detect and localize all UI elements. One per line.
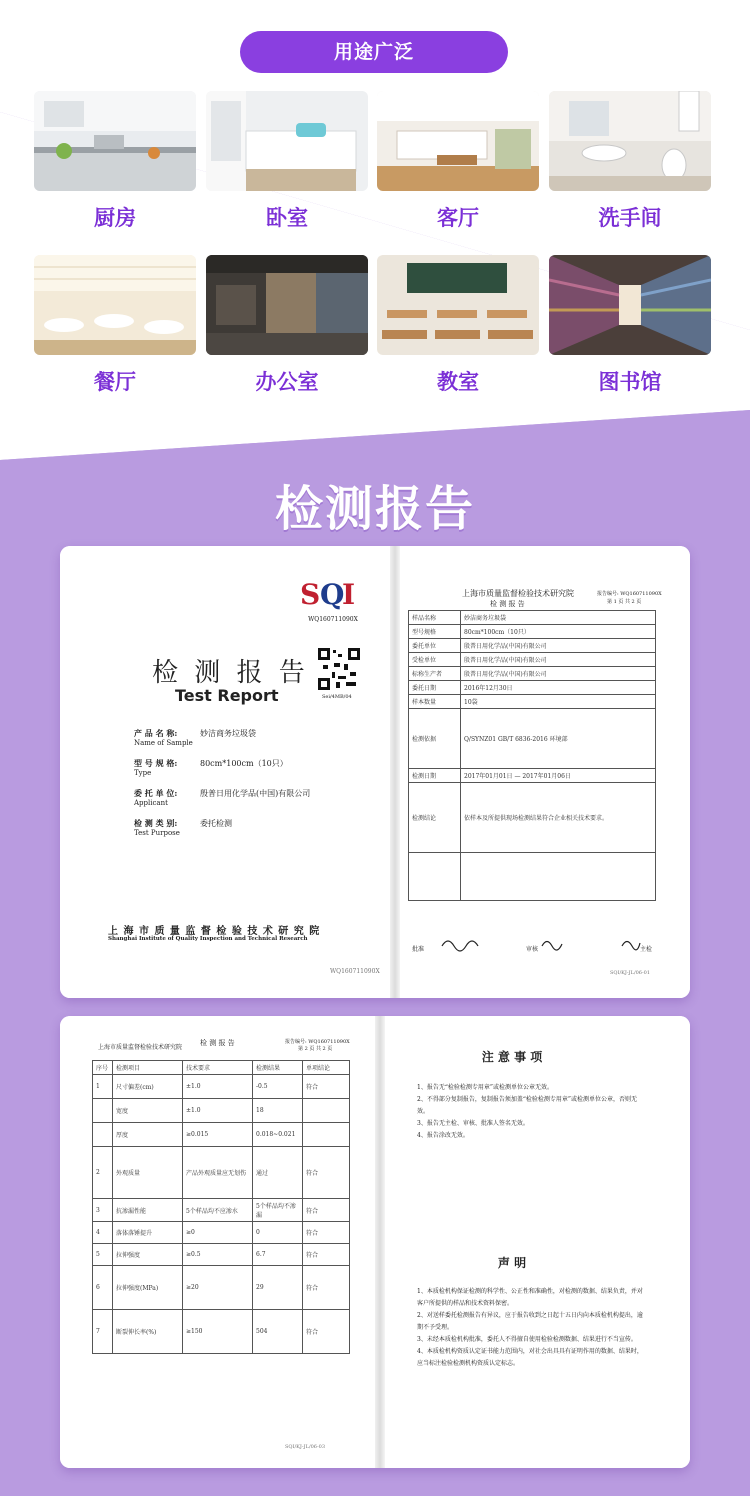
- table-cell: 5: [93, 1244, 113, 1266]
- room-label: 卧室: [266, 206, 308, 230]
- report-cover-page: [60, 546, 390, 998]
- table-cell: 符合: [303, 1199, 350, 1222]
- table-row: [409, 667, 656, 681]
- report-number: 报告编号: WQ160711090X: [597, 591, 662, 597]
- table-row: [409, 695, 656, 709]
- room-restaurant: [34, 255, 196, 396]
- table-cell: [93, 1123, 113, 1147]
- cover-institute-en: Shanghai Institute of Quality Inspection and Technical Research: [108, 936, 308, 942]
- table-cell: 5个样品均不应渗水: [183, 1199, 253, 1222]
- table-cell: 符合: [303, 1310, 350, 1354]
- table-cell: ±1.0: [183, 1075, 253, 1099]
- table-cell: 符合: [303, 1244, 350, 1266]
- table-key: 型号规格: [409, 625, 461, 639]
- report-info-table: [408, 610, 656, 901]
- kitchen-photo: [34, 91, 196, 191]
- room-living-room: [377, 91, 539, 232]
- table-cell: 符合: [303, 1266, 350, 1310]
- cover-field-label-en: Test Purpose: [134, 829, 180, 837]
- room-library: [549, 255, 711, 396]
- statement-item: 2、对送样委托检测报告有异议，应于报告收到之日起十五日内向本质检机构提出，逾期不予受理。: [417, 1312, 643, 1331]
- table-value: 殷普日用化学品(中国)有限公司: [461, 639, 656, 653]
- table-cell: 5个样品均不渗漏: [253, 1199, 303, 1222]
- cover-footer-code: WQ160711090X: [330, 968, 380, 975]
- svg-text:S: S: [300, 578, 321, 611]
- table-row: [93, 1199, 350, 1222]
- table-row: [409, 853, 656, 901]
- table-value: Q/SYNZ01 GB/T 6836-2016 环境部: [461, 709, 656, 769]
- restaurant-photo: [34, 255, 196, 355]
- table-key: 样品名称: [409, 611, 461, 625]
- cover-fields: [134, 728, 374, 848]
- table-row: [409, 709, 656, 769]
- table-cell: 产品外观质量应无划伤: [183, 1147, 253, 1199]
- table-value: 依样本及所提供现场检测结果符合企业相关技术要求。: [461, 783, 656, 853]
- notice-item: 3、报告无主检、审核、批准人签名无效。: [417, 1120, 529, 1127]
- table-cell: 2: [93, 1147, 113, 1199]
- cover-field-value: 殷普日用化学品(中国)有限公司: [200, 789, 311, 798]
- table-row: [93, 1147, 350, 1199]
- table-header-row: [93, 1061, 350, 1075]
- table-row: [409, 681, 656, 695]
- cover-field: [134, 788, 374, 818]
- table-cell: 3: [93, 1199, 113, 1222]
- table-key: 委托日期: [409, 681, 461, 695]
- table-cell: [303, 1099, 350, 1123]
- table-header-cell: 序号: [93, 1061, 113, 1075]
- office-photo: [206, 255, 368, 355]
- statement-title: 声 明: [497, 1256, 527, 1270]
- results-institute: 上海市质量监督检验技术研究院: [98, 1044, 183, 1051]
- cover-field-value: 80cm*100cm（10只）: [200, 759, 288, 768]
- table-row: [93, 1310, 350, 1354]
- cover-title-en: Test Report: [175, 686, 279, 705]
- cover-title-cn: 检 测 报 告: [152, 658, 309, 688]
- room-bathroom: [549, 91, 711, 232]
- table-value: 殷普日用化学品(中国)有限公司: [461, 653, 656, 667]
- table-key: 标称生产者: [409, 667, 461, 681]
- results-table: [92, 1060, 350, 1354]
- table-row: [409, 783, 656, 853]
- signer-label: 主检: [639, 946, 652, 953]
- cover-field-label-cn: 检 测 类 别:: [134, 818, 178, 828]
- table-header-cell: 单项结论: [303, 1061, 350, 1075]
- table-cell: 拉伸强度: [113, 1244, 183, 1266]
- cover-logo-code: WQ160711090X: [308, 616, 358, 623]
- table-cell: 1: [93, 1075, 113, 1099]
- table-key: 受检单位: [409, 653, 461, 667]
- cover-field-label-cn: 产 品 名 称:: [134, 728, 178, 738]
- table-cell: 0: [253, 1222, 303, 1244]
- page-fold: [375, 1016, 385, 1468]
- table-cell: 0.018~0.021: [253, 1123, 303, 1147]
- table-cell: 29: [253, 1266, 303, 1310]
- table-key: 委托单位: [409, 639, 461, 653]
- table-cell: -0.5: [253, 1075, 303, 1099]
- room-bedroom: [206, 91, 368, 232]
- svg-text:I: I: [342, 578, 356, 611]
- table-cell: 符合: [303, 1222, 350, 1244]
- table-row: [409, 769, 656, 783]
- table-cell: ≥20: [183, 1266, 253, 1310]
- classroom-photo: [377, 255, 539, 355]
- results-footer-code: SQI/KJ-JL/06-03: [285, 1444, 326, 1450]
- notice-title: 注 意 事 项: [481, 1050, 543, 1064]
- statement-item: 4、本质检机构资质认定证书能力范围内，对社会出具具有证明作用的数据、结果时，应当标注检验检测机构资质认定标志。: [417, 1348, 643, 1367]
- table-cell: 断裂伸长率(%): [113, 1310, 183, 1354]
- table-row: [93, 1266, 350, 1310]
- table-key: 检测日期: [409, 769, 461, 783]
- table-row: [93, 1075, 350, 1099]
- report-card-1: [60, 546, 690, 998]
- qr-code-icon: [318, 648, 360, 690]
- table-cell: ≥150: [183, 1310, 253, 1354]
- table-cell: 通过: [253, 1147, 303, 1199]
- table-key: 检测依据: [409, 709, 461, 769]
- bedroom-photo: [206, 91, 368, 191]
- table-value: 80cm*100cm（10只）: [461, 625, 656, 639]
- table-cell: 符合: [303, 1075, 350, 1099]
- table-row: [93, 1222, 350, 1244]
- cover-field-label-en: Name of Sample: [134, 739, 193, 747]
- results-report-number: 报告编号: WQ160711090X: [285, 1039, 350, 1045]
- cover-field-label-cn: 型 号 规 格:: [134, 758, 178, 768]
- report-first-page: [402, 546, 690, 998]
- results-page-number: 第 2 页 共 2 页: [298, 1046, 333, 1052]
- cover-field-value: 妙洁商务垃圾袋: [200, 729, 256, 738]
- report-page-number: 第 1 页 共 2 页: [607, 599, 642, 605]
- table-row: [93, 1099, 350, 1123]
- room-label: 图书馆: [598, 370, 662, 394]
- table-key: 样本数量: [409, 695, 461, 709]
- table-row: [93, 1244, 350, 1266]
- table-cell: ≥0: [183, 1222, 253, 1244]
- signer-label: 审核: [525, 946, 538, 953]
- table-cell: 18: [253, 1099, 303, 1123]
- test-results-page: [60, 1016, 375, 1468]
- table-cell: ±1.0: [183, 1099, 253, 1123]
- living-room-photo: [377, 91, 539, 191]
- statement-item: 3、未经本质检机构批准，委托人不得擅自使用检验检测数据、结果进行不当宣传。: [417, 1336, 637, 1343]
- statement-list: [417, 1286, 647, 1370]
- table-row: [409, 639, 656, 653]
- table-cell: 6.7: [253, 1244, 303, 1266]
- report-card-2: [60, 1016, 690, 1468]
- table-row: [409, 611, 656, 625]
- table-cell: [303, 1123, 350, 1147]
- table-cell: 拉伸强度(MPa): [113, 1266, 183, 1310]
- room-kitchen: [34, 91, 196, 232]
- table-value: 2016年12月30日: [461, 681, 656, 695]
- table-cell: ≥0.015: [183, 1123, 253, 1147]
- table-header-cell: 检测项目: [113, 1061, 183, 1075]
- usage-heading: 用途广泛: [240, 31, 508, 73]
- cover-field-label-en: Applicant: [134, 799, 168, 807]
- table-row: [409, 625, 656, 639]
- statement-item: 1、本质检机构保证检测的科学性、公正性和准确性，对检测的数据、结果负责，并对客户所提供的样品和技术资料保密。: [417, 1288, 643, 1307]
- table-row: [409, 653, 656, 667]
- cover-institute-cn: 上 海 市 质 量 监 督 检 验 技 术 研 究 院: [108, 926, 321, 937]
- notice-list: [417, 1082, 647, 1142]
- cover-field-label-cn: 委 托 单 位:: [134, 788, 178, 798]
- table-cell: 宽度: [113, 1099, 183, 1123]
- table-value: 2017年01月01日 — 2017年01月06日: [461, 769, 656, 783]
- table-cell: 尺寸偏差(cm): [113, 1075, 183, 1099]
- room-office: [206, 255, 368, 396]
- report-title: 检 测 报 告: [490, 600, 525, 608]
- table-value: 殷普日用化学品(中国)有限公司: [461, 667, 656, 681]
- cover-field-label-en: Type: [134, 769, 152, 777]
- cover-field: [134, 758, 374, 788]
- room-classroom: [377, 255, 539, 396]
- report-institute: 上海市质量监督检验技术研究院: [462, 589, 574, 598]
- table-cell: 6: [93, 1266, 113, 1310]
- room-label: 教室: [437, 370, 479, 394]
- room-label: 客厅: [437, 206, 479, 230]
- table-cell: 4: [93, 1222, 113, 1244]
- table-cell: [93, 1099, 113, 1123]
- notice-page: [387, 1016, 690, 1468]
- table-value: 10袋: [461, 695, 656, 709]
- handwritten-signatures: [432, 934, 652, 954]
- table-key: 检测结论: [409, 783, 461, 853]
- notice-item: 1、报告无“检验检测专用章”或检测单位公章无效。: [417, 1084, 553, 1091]
- report-footer-code: SQI/KJ-JL/06-01: [610, 970, 651, 976]
- library-photo: [549, 255, 711, 355]
- report-section-heading: 检测报告: [274, 481, 475, 537]
- table-cell: 符合: [303, 1147, 350, 1199]
- cover-field: [134, 728, 374, 758]
- room-label: 办公室: [255, 370, 319, 394]
- bathroom-photo: [549, 91, 711, 191]
- table-cell: 厚度: [113, 1123, 183, 1147]
- table-header-cell: 技术要求: [183, 1061, 253, 1075]
- room-label: 厨房: [94, 206, 136, 230]
- table-cell: 抗渗漏性能: [113, 1199, 183, 1222]
- page-fold: [390, 546, 400, 998]
- notice-item: 2、不得部分复制报告，复制报告须加盖“检验检测专用章”或检测单位公章，否则无效。: [417, 1096, 637, 1115]
- table-cell: 落体落锤提升: [113, 1222, 183, 1244]
- table-cell: 7: [93, 1310, 113, 1354]
- sqi-logo-icon: [298, 574, 360, 614]
- room-label: 餐厅: [94, 370, 136, 394]
- qr-caption: Sei/4MB/04: [322, 694, 352, 700]
- signer-label: 批准: [412, 946, 425, 953]
- results-title: 检 测 报 告: [200, 1039, 235, 1047]
- cover-field-value: 委托检测: [200, 819, 232, 828]
- table-row: [93, 1123, 350, 1147]
- table-cell: 504: [253, 1310, 303, 1354]
- table-header-cell: 检测结果: [253, 1061, 303, 1075]
- room-label: 洗手间: [598, 206, 662, 230]
- table-cell: ≥0.5: [183, 1244, 253, 1266]
- table-cell: 外观质量: [113, 1147, 183, 1199]
- svg-text:Q: Q: [320, 578, 345, 611]
- cover-field: [134, 818, 374, 848]
- notice-item: 4、报告涂改无效。: [417, 1132, 469, 1139]
- table-value: 妙洁商务垃圾袋: [461, 611, 656, 625]
